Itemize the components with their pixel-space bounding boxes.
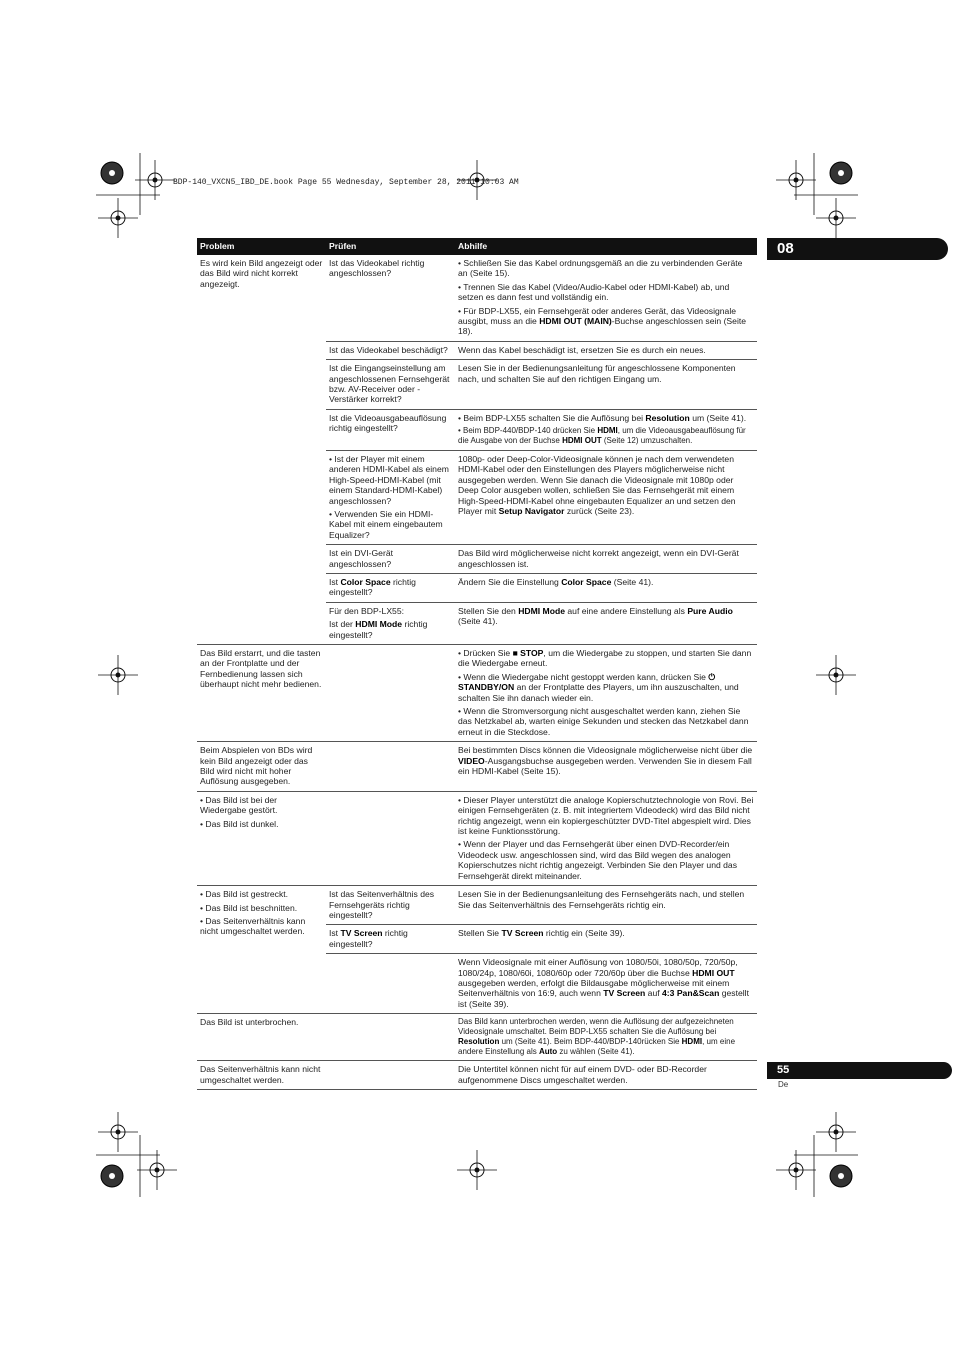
remedy-cell: Die Untertitel können nicht für auf einem DVD- oder BD-Recorder aufgenommene Discs umgeschaltet werden. (455, 1061, 757, 1090)
remedy-cell: Stellen Sie TV Screen richtig ein (Seite 39). (455, 925, 757, 954)
troubleshooting-table (197, 238, 757, 1090)
problem-cell: Es wird kein Bild angezeigt oder das Bild wird nicht korrekt angezeigt. (200, 258, 323, 289)
check-cell: Für den BDP-LX55: Ist der HDMI Mode richtig eingestellt? (326, 602, 455, 644)
column-header-check: Prüfen (326, 238, 455, 255)
check-cell: Ist die Eingangseinstellung am angeschlossenen Fernsehgerät bzw. AV-Receiver oder -Verstärker korrekt? (326, 360, 455, 410)
table-row (197, 644, 757, 741)
check-cell (326, 1014, 455, 1061)
check-cell (326, 1061, 455, 1090)
remedy-cell: • Dieser Player unterstützt die analoge Kopierschutztechnologie von Rovi. Bei einigen Fernsehgeräten (z. B. mit integriertem Videodeck) wird das Bild nicht richtig angezeigt, wenn ein kopiergeschützter DVD-Titel abgespielt wird. Dies ist keine Funktionsstörung. • Wenn der Player und das Fernsehgerät über einen DVD-Recorder/ein Videodeck usw. angeschlossen sind, wird das Bild wegen des analogen Kopierschutzes nicht richtig angezeigt. Verbinden Sie den Player und das Fernsehgerät direkt miteinander. (455, 791, 757, 885)
check-cell: Ist das Seitenverhältnis des Fernsehgeräts richtig eingestellt? (326, 886, 455, 925)
remedy-cell: 1080p- oder Deep-Color-Videosignale können je nach dem verwendeten HDMI-Kabel oder den Einstellungen des Players möglicherweise nicht ausgegeben werden. Wenn Sie danach die Videosignale mit 1080p oder Deep Color ausgeben wollen, schließen Sie das Fernsehgerät mit einem High-Speed-HDMI-Kabel ohne eingebauten Equalizer an und setzen den Player mit Setup Navigator zurück (Seite 23). (455, 450, 757, 544)
table-row (197, 886, 757, 925)
chapter-tab: 08 (767, 238, 948, 260)
remedy-cell: Lesen Sie in der Bedienungsanleitung des Fernsehgeräts nach, und stellen Sie das Seitenverhältnis des Fernsehgeräts richtig ein. (455, 886, 757, 925)
problem-cell: Das Seitenverhältnis kann nicht umgeschaltet werden. (197, 1061, 326, 1090)
check-cell: Ist TV Screen richtig eingestellt? (326, 925, 455, 954)
problem-cell: Das Bild erstarrt, und die tasten an der Frontplatte und der Fernbedienung lassen sich überhaupt nicht mehr bedienen. (197, 644, 326, 741)
check-cell: Ist die Videoausgabeauflösung richtig eingestellt? (326, 409, 455, 450)
table-row (197, 742, 757, 792)
problem-cell: Das Bild ist unterbrochen. (197, 1014, 326, 1061)
check-cell: Ist das Videokabel richtig angeschlossen? (326, 255, 455, 341)
remedy-cell: Wenn das Kabel beschädigt ist, ersetzen Sie es durch ein neues. (455, 341, 757, 359)
table-row (197, 791, 757, 885)
table-header-row (197, 238, 757, 255)
column-header-remedy: Abhilfe (455, 238, 757, 255)
remedy-cell: • Schließen Sie das Kabel ordnungsgemäß an die zu verbindenden Geräte an (Seite 15). • Trennen Sie das Kabel (Video/Audio-Kabel oder HDMI-Kabel) ab, und setzen es dann fest und vollständig ein. • Für BDP-LX55, ein Fernsehgerät oder anderes Gerät, das Videosignale ausgibt, muss an die HDMI OUT (MAIN)-Buchse angeschlossen sein (Seite 18). (455, 255, 757, 341)
column-header-problem: Problem (197, 238, 326, 255)
check-cell: Ist ein DVI-Gerät angeschlossen? (326, 545, 455, 574)
problem-cell: Beim Abspielen von BDs wird kein Bild angezeigt oder das Bild wird nicht mit hoher Auflösung ausgegeben. (197, 742, 326, 792)
check-cell (326, 742, 455, 792)
remedy-cell: Wenn Videosignale mit einer Auflösung von 1080/50i, 1080/50p, 720/50p, 1080/24p, 1080/60i, 1080/60p oder 720/60p über die Buchse HDMI OUT ausgegeben werden, erfolgt die Bildausgabe möglicherweise mit einem Seitenverhältnis von 16:9, auch wenn TV Screen auf 4:3 Pan&Scan gestellt ist (Seite 39). (455, 954, 757, 1014)
table-row (197, 255, 757, 341)
language-code: De (778, 1080, 789, 1089)
remedy-cell: Ändern Sie die Einstellung Color Space (Seite 41). (455, 573, 757, 602)
check-cell (326, 644, 455, 741)
remedy-cell: Das Bild kann unterbrochen werden, wenn die Auflösung der aufgezeichneten Videosignale umschaltet. Beim BDP-LX55 schalten Sie die Auflösung bei Resolution um (Seite 41). Beim BDP-440/BDP-140rücken Sie HDMI, um eine andere Einstellung als Auto zu wählen (Seite 41). (455, 1014, 757, 1061)
remedy-cell: • Beim BDP-LX55 schalten Sie die Auflösung bei Resolution um (Seite 41). • Beim BDP-440/BDP-140 drücken Sie HDMI, um die Videoausgabeauflösung für die Ausgabe von der Buchse HDMI OUT (Seite 12) umzuschalten. (455, 409, 757, 450)
table-row (197, 1014, 757, 1061)
check-cell: Ist Color Space richtig eingestellt? (326, 573, 455, 602)
print-header: BDP-140_VXCN5_IBD_DE.book Page 55 Wednesday, September 28, 2011 10:03 AM (173, 178, 519, 187)
remedy-cell: Lesen Sie in der Bedienungsanleitung für angeschlossene Komponenten nach, und schalten Sie auf den richtigen Eingang um. (455, 360, 757, 410)
remedy-cell: Stellen Sie den HDMI Mode auf eine andere Einstellung als Pure Audio (Seite 41). (455, 602, 757, 644)
remedy-cell: Das Bild wird möglicherweise nicht korrekt angezeigt, wenn ein DVI-Gerät angeschlossen ist. (455, 545, 757, 574)
remedy-cell: Bei bestimmten Discs können die Videosignale möglicherweise nicht über die VIDEO-Ausgangsbuchse ausgegeben werden. Verwenden Sie in diesem Fall ein HDMI-Kabel (Seite 15). (455, 742, 757, 792)
table-row (197, 1061, 757, 1090)
check-cell (326, 954, 455, 1014)
problem-cell: • Das Bild ist gestreckt. • Das Bild ist beschnitten. • Das Seitenverhältnis kann nicht umgeschaltet werden. (197, 886, 326, 1014)
check-cell: Ist das Videokabel beschädigt? (326, 341, 455, 359)
check-cell: • Ist der Player mit einem anderen HDMI-Kabel als einem High-Speed-HDMI-Kabel (mit einem Standard-HDMI-Kabel) angeschlossen? • Verwenden Sie ein HDMI-Kabel mit einem eingebautem Equalizer? (326, 450, 455, 544)
page-number: 55 (767, 1062, 952, 1079)
check-cell (326, 791, 455, 885)
remedy-cell: • Drücken Sie ■ STOP, um die Wiedergabe zu stoppen, und starten Sie dann die Wiedergabe erneut. • Wenn die Wiedergabe nicht gestoppt werden kann, drücken Sie ⏻ STANDBY/ON an der Frontplatte des Players, um ihn auszuschalten, und schalten Sie ihn danach wieder ein. • Wenn die Stromversorgung nicht ausgeschaltet werden kann, ziehen Sie das Netzkabel ab, warten einige Sekunden und stecken das Netzkabel dann erneut in die Steckdose. (455, 644, 757, 741)
problem-cell: • Das Bild ist bei der Wiedergabe gestört. • Das Bild ist dunkel. (197, 791, 326, 885)
